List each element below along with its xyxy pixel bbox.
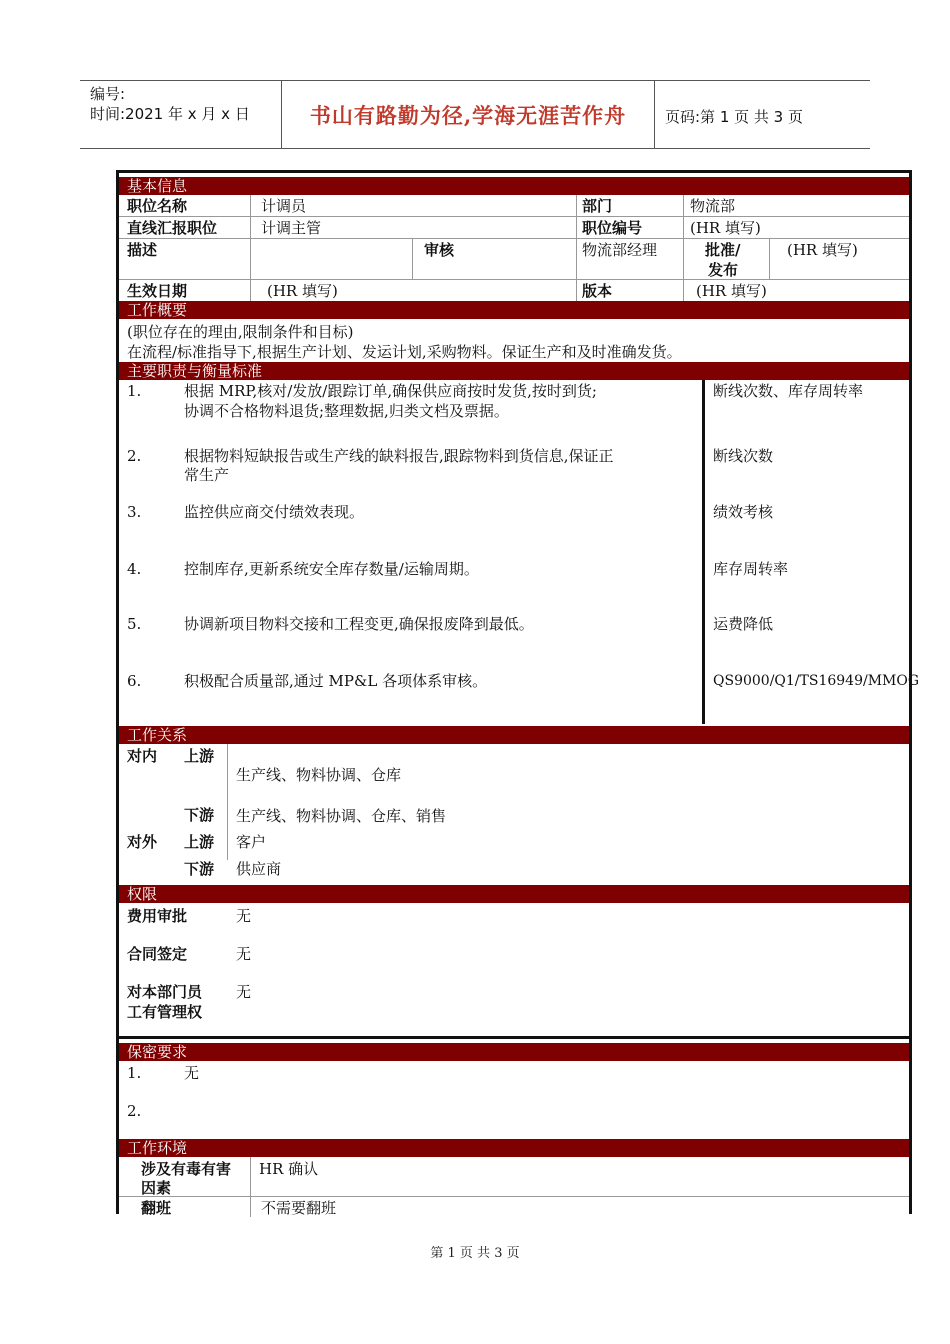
section-confidential: 保密要求: [119, 1043, 909, 1061]
dept-label: 部门: [582, 197, 613, 215]
review-value: 物流部经理: [582, 241, 658, 259]
relations-int-down: 生产线、物料协调、仓库、销售: [236, 807, 447, 825]
relations-downstream: 下游: [184, 860, 215, 878]
duty-num: 2.: [127, 447, 142, 465]
code-value: (HR 填写): [690, 219, 761, 237]
date-value: (HR 填写): [267, 282, 338, 300]
date-label: 生效日期: [127, 282, 188, 300]
duty-text: 控制库存,更新系统安全库存数量/运输周期。: [184, 560, 479, 578]
header-time: 时间:2021 年 x 月 x 日: [90, 105, 250, 123]
duty-text: 常生产: [184, 466, 230, 484]
duty-text: 协调新项目物料交接和工程变更,确保报废降到最低。: [184, 615, 534, 633]
duty-num: 5.: [127, 615, 142, 633]
overview-note: (职位存在的理由,限制条件和目标): [127, 323, 354, 341]
relations-upstream: 上游: [184, 833, 215, 851]
relations-int-up: 生产线、物料协调、仓库: [236, 766, 402, 784]
approve-label-1: 批准/: [705, 241, 741, 259]
code-label: 职位编号: [582, 219, 643, 237]
duty-num: 4.: [127, 560, 142, 578]
section-authority: 权限: [119, 885, 909, 903]
duty-text: 积极配合质量部,通过 MP&L 各项体系审核。: [184, 672, 488, 690]
contract-value: 无: [236, 945, 252, 963]
staff-label-2: 工有管理权: [127, 1003, 203, 1021]
duties-divider: [702, 380, 705, 724]
section-relations: 工作关系: [119, 726, 909, 744]
expense-label: 费用审批: [127, 907, 188, 925]
duty-metric: 运费降低: [713, 615, 774, 633]
title-label: 职位名称: [127, 197, 188, 215]
overtime-value: 不需要翻班: [261, 1199, 337, 1217]
header-bottom-rule: [80, 148, 870, 149]
job-description-form: [116, 170, 920, 1217]
confidential-num: 1.: [127, 1064, 142, 1082]
approve-value: (HR 填写): [787, 241, 858, 259]
duty-metric: QS9000/Q1/TS16949/MMOG: [713, 673, 920, 689]
duty-text: 监控供应商交付绩效表现。: [184, 503, 365, 521]
hazard-value: HR 确认: [259, 1160, 319, 1178]
version-label: 版本: [582, 282, 613, 300]
confidential-value: 无: [184, 1064, 200, 1082]
relations-upstream: 上游: [184, 747, 215, 765]
header-divider-2: [654, 80, 655, 149]
dept-value: 物流部: [690, 197, 736, 215]
hazard-label-1: 涉及有毒有害: [141, 1160, 232, 1178]
duty-num: 6.: [127, 672, 142, 690]
overtime-label: 翻班: [141, 1199, 172, 1217]
header-page-info: 页码:第 1 页 共 3 页: [665, 108, 803, 126]
duty-metric: 断线次数、库存周转率: [713, 382, 864, 400]
relations-ext-up: 客户: [236, 833, 267, 851]
duty-text: 根据物料短缺报告或生产线的缺料报告,跟踪物料到货信息,保证正: [184, 447, 614, 465]
overview-text: 在流程/标准指导下,根据生产计划、发运计划,采购物料。保证生产和及时准确发货。: [127, 343, 682, 361]
relations-downstream: 下游: [184, 806, 215, 824]
duty-num: 1.: [127, 382, 142, 400]
confidential-num: 2.: [127, 1102, 142, 1120]
version-value: (HR 填写): [696, 282, 767, 300]
approve-label-2: 发布: [708, 261, 739, 279]
header-motto: 书山有路勤为径,学海无涯苦作舟: [309, 103, 627, 128]
relations-internal: 对内: [127, 747, 158, 765]
staff-label-1: 对本部门员: [127, 983, 203, 1001]
section-overview: 工作概要: [119, 301, 909, 319]
header-divider-1: [281, 80, 282, 149]
desc-label: 描述: [127, 241, 158, 259]
duty-text: 根据 MRP,核对/发放/跟踪订单,确保供应商按时发货,按时到货;: [184, 382, 597, 400]
title-value: 计调员: [261, 197, 307, 215]
contract-label: 合同签定: [127, 945, 188, 963]
duty-metric: 断线次数: [713, 447, 774, 465]
expense-value: 无: [236, 907, 252, 925]
duty-metric: 库存周转率: [713, 560, 789, 578]
relations-ext-down: 供应商: [236, 860, 282, 878]
header-top-rule: [80, 80, 870, 81]
header-meta: [90, 84, 250, 124]
authority-bottom-rule: [119, 1036, 909, 1039]
duty-text: 协调不合格物料退货;整理数据,归类文档及票据。: [184, 402, 509, 420]
section-basic-info: 基本信息: [119, 177, 909, 195]
header-number: 编号:: [90, 85, 126, 103]
review-label: 审核: [424, 241, 455, 259]
section-environment: 工作环境: [119, 1139, 909, 1157]
page-footer: 第 1 页 共 3 页: [430, 1246, 520, 1261]
hazard-label-2: 因素: [141, 1179, 172, 1197]
report-label: 直线汇报职位: [127, 219, 218, 237]
section-duties: 主要职责与衡量标准: [119, 362, 909, 380]
report-value: 计调主管: [261, 219, 322, 237]
relations-external: 对外: [127, 833, 158, 851]
duty-metric: 绩效考核: [713, 503, 774, 521]
staff-value: 无: [236, 983, 252, 1001]
duty-num: 3.: [127, 503, 142, 521]
